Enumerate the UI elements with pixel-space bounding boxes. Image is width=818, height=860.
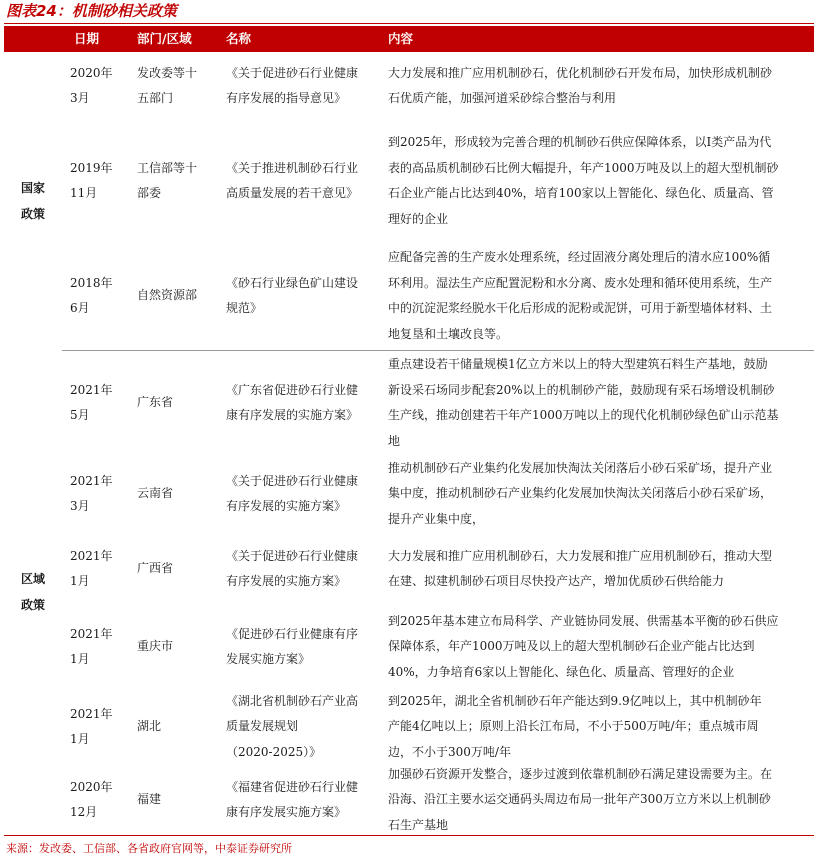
dept-cell-line: 五部门 [137, 91, 174, 105]
content-cell [388, 688, 808, 766]
date-cell-line: 2021年 [70, 706, 113, 721]
date-cell-line: 12月 [70, 805, 98, 819]
source-note: 来源：发改委、工信部、各省政府官网等，中泰证券研究所 [6, 842, 292, 855]
table-row [4, 52, 814, 120]
dept-cell-line: 广东省 [137, 395, 174, 410]
date-cell [70, 350, 132, 456]
category-label-line: 区域 [20, 572, 45, 586]
date-cell-line: 2021年 [70, 626, 113, 641]
content-cell-line: 环利用。湿法生产应配置泥粉和水分离、废水处理和循环使用系统，生产 [388, 275, 773, 290]
policy-name-cell [226, 606, 376, 688]
content-cell-line: 地复垦和土壤改良等。 [388, 326, 509, 341]
policy-name-cell [226, 52, 376, 120]
content-cell-line: 表的高品质机制砂石比例大幅提升，年产1000万吨及以上的超大型机制砂 [388, 160, 779, 175]
section-divider [62, 350, 814, 351]
table-row [4, 350, 814, 456]
policy-name-cell-line: 康有序发展实施方案》 [226, 805, 347, 819]
content-cell-line: 大力发展和推广应用机制砂石，优化机制砂石开发布局，加快形成机制砂 [388, 65, 773, 80]
date-cell [70, 688, 132, 766]
policy-name-cell-line: 高质量发展的若干意见》 [226, 186, 359, 200]
policy-name-cell-line: 《福建省促进砂石行业健 [226, 779, 359, 794]
content-cell [388, 606, 808, 688]
content-cell-line: 保障体系，年产1000万吨及以上的超大型机制砂石企业产能占比达到 [388, 639, 755, 654]
policy-name-cell-line: 规范》 [226, 301, 263, 315]
table-row [4, 688, 814, 766]
figure-title: 图表24：机制砂相关政策 [6, 2, 177, 20]
date-cell [70, 242, 132, 350]
policy-name-cell-line: 《关于促进砂石行业健康 [226, 473, 359, 488]
source-rule [4, 835, 814, 836]
date-cell-line: 2021年 [70, 382, 113, 397]
content-cell [388, 52, 808, 120]
policy-name-cell [226, 688, 376, 766]
policy-name-cell [226, 120, 376, 242]
date-cell [70, 456, 132, 532]
policy-name-cell [226, 456, 376, 532]
dept-cell [137, 242, 219, 350]
date-cell-line: 1月 [70, 732, 90, 746]
policy-name-cell-line: （2020-2025）》 [226, 744, 322, 759]
policy-name-cell [226, 350, 376, 456]
table-row [4, 456, 814, 532]
dept-cell-line: 自然资源部 [137, 288, 198, 303]
content-cell-line: 到2025年，形成较为完善合理的机制砂石供应保障体系，以I类产品为代 [388, 135, 772, 149]
policy-name-cell-line: 《湖北省机制砂石产业高 [226, 693, 359, 708]
policy-name-cell-line: 《促进砂石行业健康有序 [226, 626, 359, 641]
dept-cell-line: 福建 [137, 792, 162, 807]
dept-cell-line: 重庆市 [137, 639, 174, 654]
dept-cell-line: 云南省 [137, 486, 174, 501]
category-label-line: 政策 [20, 207, 45, 221]
content-cell [388, 350, 808, 456]
policy-name-cell-line: 《关于促进砂石行业健康 [226, 65, 359, 80]
content-cell-line: 加强砂石资源开发整合，逐步过渡到依靠机制砂石满足建设需要为主。在 [388, 766, 773, 781]
content-cell-line: 沿海、沿江主要水运交通码头周边布局一批年产300万立方米以上机制砂 [388, 792, 771, 807]
dept-cell [137, 606, 219, 688]
content-cell-line: 集中度，推动机制砂石产业集约化发展加快淘汰关闭落后小砂石采矿场， [388, 486, 773, 501]
content-cell-line: 石企业产能占比达到40%，培育100家以上智能化、绿色化、质量高、管 [388, 186, 774, 200]
policy-name-cell-line: 康有序发展的实施方案》 [226, 408, 359, 422]
date-cell-line: 1月 [70, 652, 90, 666]
content-cell-line: 新设采石场同步配套20%以上的机制砂产能，鼓励现有采石场增设机制砂 [388, 382, 775, 397]
content-cell-line: 产能4亿吨以上；原则上沿长江布局，不小于500万吨/年；重点城市周 [388, 719, 759, 734]
content-cell-line: 中的沉淀泥浆经脱水干化后形成的泥粉或泥饼，可用于新型墙体材料、土 [388, 301, 773, 315]
content-cell-line: 大力发展和推广应用机制砂石，大力发展和推广应用机制砂石，推动大型 [388, 548, 773, 563]
title-rule [4, 23, 814, 24]
content-cell [388, 456, 808, 532]
policy-name-cell-line: 《砂石行业绿色矿山建设 [226, 275, 359, 290]
content-cell-line: 石优质产能，加强河道采砂综合整治与利用 [388, 91, 617, 105]
content-cell [388, 120, 808, 242]
content-cell-line: 在建、拟建机制砂石项目尽快投产达产，增加优质砂石供给能力 [388, 574, 725, 588]
dept-cell [137, 120, 219, 242]
dept-cell [137, 350, 219, 456]
date-cell-line: 3月 [70, 91, 90, 105]
content-cell-line: 提升产业集中度， [388, 511, 485, 526]
table-row [4, 120, 814, 242]
date-cell-line: 11月 [70, 186, 98, 200]
date-cell-line: 6月 [70, 301, 90, 315]
content-cell-line: 石生产基地 [388, 817, 449, 832]
policy-name-cell-line: 有序发展的实施方案》 [226, 574, 347, 588]
date-cell [70, 606, 132, 688]
table-row [4, 242, 814, 350]
content-cell-line: 应配备完善的生产废水处理系统，经过固液分离处理后的清水应100%循 [388, 250, 771, 264]
date-cell-line: 2019年 [70, 160, 113, 175]
policy-name-cell-line: 《关于推进机制砂石行业 [226, 160, 359, 175]
policy-name-cell-line: 有序发展的实施方案》 [226, 499, 347, 513]
dept-cell-line: 部委 [137, 186, 162, 200]
category-label-line: 政策 [20, 598, 45, 612]
content-cell [388, 532, 808, 606]
content-cell-line: 地 [388, 433, 401, 448]
date-cell-line: 2021年 [70, 473, 113, 488]
content-cell-line: 生产线，推动创建若干年产1000万吨以上的现代化机制砂绿色矿山示范基 [388, 408, 779, 422]
dept-cell [137, 456, 219, 532]
table-row [4, 606, 814, 688]
date-cell-line: 2020年 [70, 779, 113, 794]
content-cell-line: 理好的企业 [388, 211, 449, 226]
table-header [4, 26, 814, 52]
content-cell-line: 到2025年，湖北全省机制砂石年产能达到9.9亿吨以上，其中机制砂年 [388, 693, 762, 708]
policy-name-cell [226, 242, 376, 350]
date-cell-line: 3月 [70, 499, 90, 513]
date-cell-line: 2021年 [70, 548, 113, 563]
policy-name-cell [226, 766, 376, 834]
content-cell-line: 重点建设若干储量规模1亿立方米以上的特大型建筑石料生产基地，鼓励 [388, 357, 768, 371]
policy-name-cell-line: 质量发展规划 [226, 719, 299, 734]
dept-cell-line: 湖北 [137, 719, 162, 734]
content-cell-line: 推动机制砂石产业集约化发展加快淘汰关闭落后小砂石采矿场，提升产业 [388, 460, 773, 475]
date-cell [70, 532, 132, 606]
date-cell-line: 2020年 [70, 65, 113, 80]
content-cell-line: 到2025年基本建立布局科学、产业链协同发展、供需基本平衡的砂石供应 [388, 613, 779, 628]
policy-name-cell-line: 《广东省促进砂石行业健 [226, 382, 359, 397]
policy-name-cell-line: 发展实施方案》 [226, 652, 311, 666]
header-dept: 部门/区域 [137, 31, 192, 46]
dept-cell-line: 工信部等十 [137, 160, 198, 175]
policy-name-cell-line: 有序发展的指导意见》 [226, 91, 347, 105]
date-cell-line: 1月 [70, 574, 90, 588]
header-content: 内容 [388, 31, 414, 46]
header-date: 日期 [74, 31, 100, 46]
content-cell-line: 边，不小于300万吨/年 [388, 744, 511, 759]
policy-name-cell-line: 《关于促进砂石行业健康 [226, 548, 359, 563]
dept-cell [137, 766, 219, 834]
header-name: 名称 [226, 31, 252, 46]
date-cell-line: 5月 [70, 408, 90, 422]
content-cell-line: 40%，力争培育6家以上智能化、绿色化、质量高、管理好的企业 [388, 664, 735, 679]
dept-cell [137, 688, 219, 766]
content-cell [388, 766, 808, 834]
category-label-line: 国家 [20, 181, 45, 195]
table-row [4, 766, 814, 834]
date-cell-line: 2018年 [70, 275, 113, 290]
policy-name-cell [226, 532, 376, 606]
table-row [4, 532, 814, 606]
date-cell [70, 766, 132, 834]
dept-cell [137, 532, 219, 606]
dept-cell [137, 52, 219, 120]
date-cell [70, 52, 132, 120]
dept-cell-line: 广西省 [137, 561, 174, 576]
dept-cell-line: 发改委等十 [137, 65, 198, 80]
date-cell [70, 120, 132, 242]
content-cell [388, 242, 808, 350]
